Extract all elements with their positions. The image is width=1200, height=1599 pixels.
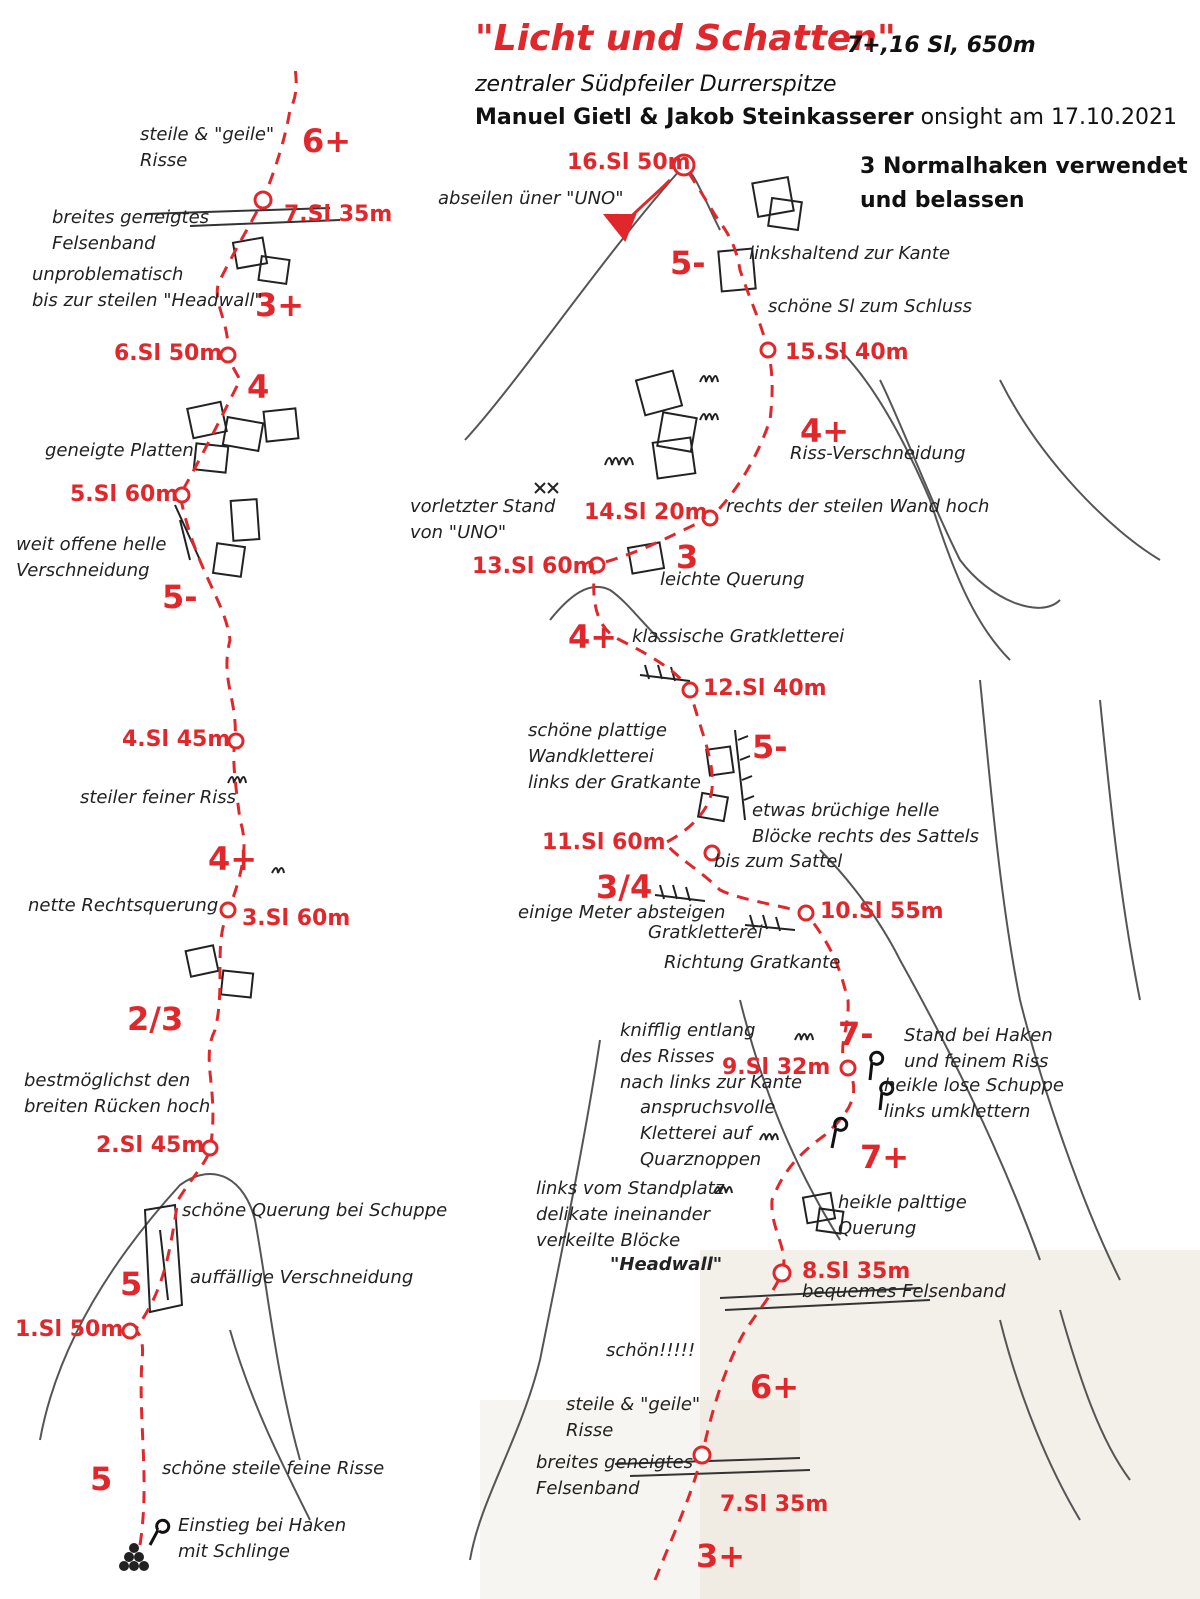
label-bruechig-2: Blöcke rechts des Sattels [752, 826, 980, 847]
pitch-label-1: 1.Sl 50m [15, 1317, 124, 1342]
label-schuppe-1: heikle lose Schuppe [884, 1075, 1064, 1096]
grade-10: 6+ [750, 1368, 800, 1406]
grade-11: 7+ [860, 1138, 910, 1176]
rappel-arrow-head [605, 215, 635, 240]
pitch-label-16: 16.Sl 50m [567, 150, 691, 175]
label-band-l1: breites geneigtes [52, 207, 210, 228]
pitch-label-3: 3.Sl 60m [242, 906, 351, 931]
label-unprob-1: unproblematisch [32, 264, 184, 285]
label-band-r2: Felsenband [536, 1478, 640, 1499]
route-subtitle: zentraler Südpfeiler Durrerspitze [475, 72, 837, 97]
pitch-label-6: 6.Sl 50m [114, 341, 223, 366]
label-einstieg [178, 1513, 346, 1565]
label-plattige [528, 718, 701, 796]
grade-5: 5- [162, 578, 198, 616]
grade-9: 3+ [696, 1537, 746, 1575]
label-anspruch-1: anspruchsvolle [640, 1097, 776, 1118]
label-delikat-2: delikate ineinander [536, 1204, 711, 1225]
pitch-label-2: 2.Sl 45m [96, 1133, 205, 1158]
route-stats: 7+,16 Sl, 650m [847, 33, 1036, 58]
label-offene-2: Verschneidung [16, 560, 150, 581]
label-unprob-2: bis zur steilen "Headwall" [32, 290, 263, 311]
label-querung-schuppe: schöne Querung bei Schuppe [182, 1200, 448, 1221]
pitch-label-9: 9.Sl 32m [722, 1055, 831, 1080]
grade-16: 3 [676, 538, 699, 576]
label-knifflig [620, 1018, 802, 1096]
label-lose-schuppe [884, 1073, 1064, 1125]
pitch-label-7-bottom: 7.Sl 35m [720, 1492, 829, 1517]
label-felsenband-bottom [536, 1450, 693, 1502]
grade-2: 5 [120, 1265, 143, 1303]
pitch-label-8: 8.Sl 35m [802, 1259, 911, 1284]
label-ruecken-1: bestmöglichst den [24, 1070, 191, 1091]
label-plattig-3: links der Gratkante [528, 772, 701, 793]
label-knifflig-2: des Risses [620, 1046, 715, 1067]
grade-6: 4 [247, 368, 270, 406]
label-stand-2: und feinem Riss [904, 1051, 1049, 1072]
label-offene-verschneidung [16, 532, 166, 584]
label-headwall: "Headwall" [610, 1254, 723, 1275]
label-bruechige [752, 798, 979, 850]
grade-14: 5- [752, 728, 788, 766]
grade-7: 3+ [255, 286, 305, 324]
label-sattel: bis zum Sattel [714, 851, 843, 872]
label-bruechig-1: etwas brüchige helle [752, 800, 940, 821]
grade-4: 4+ [208, 840, 258, 878]
route-title: "Licht und Schatten" [475, 18, 896, 59]
label-gratkletterei: klassische Gratkletterei [632, 626, 845, 647]
label-felsenband-top [52, 205, 209, 257]
piton-note-line1: 3 Normalhaken verwendet [860, 154, 1188, 179]
label-rechtsquerung: nette Rechtsquerung [28, 895, 219, 916]
label-risse-l1: steile & "geile" [140, 124, 275, 145]
authors-names: Manuel Gietl & Jakob Steinkasserer [475, 105, 914, 130]
label-rechts-wand: rechts der steilen Wand hoch [726, 496, 990, 517]
label-band-r1: breites geneigtes [536, 1452, 694, 1473]
route-authors [475, 105, 1177, 130]
label-platten: geneigte Platten [45, 440, 194, 461]
label-ruecken-2: breiten Rücken hoch [24, 1096, 211, 1117]
label-feine-risse: schöne steile feine Risse [162, 1458, 385, 1479]
pitch-label-10: 10.Sl 55m [820, 899, 944, 924]
label-band-l2: Felsenband [52, 233, 156, 254]
label-richtung-gratkante: Richtung Gratkante [664, 952, 841, 973]
pitch-label-12: 12.Sl 40m [703, 676, 827, 701]
label-abseilen: abseilen üner "UNO" [438, 188, 624, 209]
label-risse-l2: Risse [140, 150, 188, 171]
label-schoen: schön!!!!! [606, 1340, 696, 1361]
label-vorletzter-stand [410, 494, 555, 546]
sling-pile [119, 1543, 149, 1571]
grade-3: 2/3 [127, 1000, 184, 1038]
grade-8: 6+ [302, 122, 352, 160]
label-offene-1: weit offene helle [16, 534, 167, 555]
label-anspruch-3: Quarznoppen [640, 1149, 762, 1170]
label-risse-bottom [566, 1392, 700, 1444]
label-vorletzter-2: von "UNO" [410, 522, 507, 543]
pitch-label-5: 5.Sl 60m [70, 482, 179, 507]
label-riss-verschneidung: Riss-Verschneidung [790, 443, 966, 464]
label-kante: linkshaltend zur Kante [749, 243, 951, 264]
label-schuppe-2: links umklettern [884, 1101, 1031, 1122]
label-feiner-riss: steiler feiner Riss [80, 787, 236, 808]
label-knifflig-1: knifflig entlang [620, 1020, 756, 1041]
pitch-label-13: 13.Sl 60m [472, 554, 596, 579]
pitch-label-4: 4.Sl 45m [122, 727, 231, 752]
pitch-label-15: 15.Sl 40m [785, 340, 909, 365]
label-vorletzter-1: vorletzter Stand [410, 496, 556, 517]
label-unproblematisch [32, 262, 263, 314]
label-heikle-querung [838, 1190, 967, 1242]
pitch-label-7: 7.Sl 35m [284, 202, 393, 227]
piton-note [860, 150, 1188, 218]
label-knifflig-3: nach links zur Kante [620, 1072, 803, 1093]
grade-18: 5- [670, 244, 706, 282]
label-delikat-3: verkeilte Blöcke [536, 1230, 681, 1251]
grade-15: 4+ [568, 618, 618, 656]
label-bequemes-felsenband: bequemes Felsenband [802, 1281, 1006, 1302]
piton-note-line2: und belassen [860, 188, 1025, 213]
label-delikat-1: links vom Standplatz [536, 1178, 725, 1199]
label-verschneidung: auffällige Verschneidung [190, 1267, 414, 1288]
grade-17: 4+ [800, 412, 850, 450]
label-heikle-1: heikle palttige [838, 1192, 967, 1213]
label-risse-top [140, 122, 274, 174]
pitch-label-14: 14.Sl 20m [584, 500, 708, 525]
label-anspruch-2: Kletterei auf [640, 1123, 752, 1144]
grade-1: 5 [90, 1460, 113, 1498]
label-risse-r2: Risse [566, 1420, 614, 1441]
label-plattig-2: Wandkletterei [528, 746, 654, 767]
label-leichte-querung: leichte Querung [660, 569, 805, 590]
label-einstieg-1: Einstieg bei Haken [178, 1515, 347, 1536]
ascent-date: onsight am 17.10.2021 [920, 105, 1177, 130]
uno-belay-mark [535, 483, 558, 493]
label-heikle-2: Querung [838, 1218, 917, 1239]
label-stand-1: Stand bei Haken [904, 1025, 1053, 1046]
label-grat: Gratkletterei [648, 922, 763, 943]
label-absteigen: einige Meter absteigen [518, 902, 726, 923]
label-ruecken [24, 1068, 210, 1120]
pitch-label-11: 11.Sl 60m [542, 830, 666, 855]
label-risse-r1: steile & "geile" [566, 1394, 701, 1415]
label-stand-haken [904, 1023, 1053, 1075]
label-schluss: schöne Sl zum Schluss [768, 296, 973, 317]
grade-12: 7- [838, 1015, 874, 1053]
label-delikat [536, 1176, 724, 1254]
label-einstieg-2: mit Schlinge [178, 1541, 290, 1562]
label-anspruchsvoll [640, 1095, 775, 1173]
label-plattig-1: schöne plattige [528, 720, 667, 741]
grade-13: 3/4 [596, 868, 653, 906]
